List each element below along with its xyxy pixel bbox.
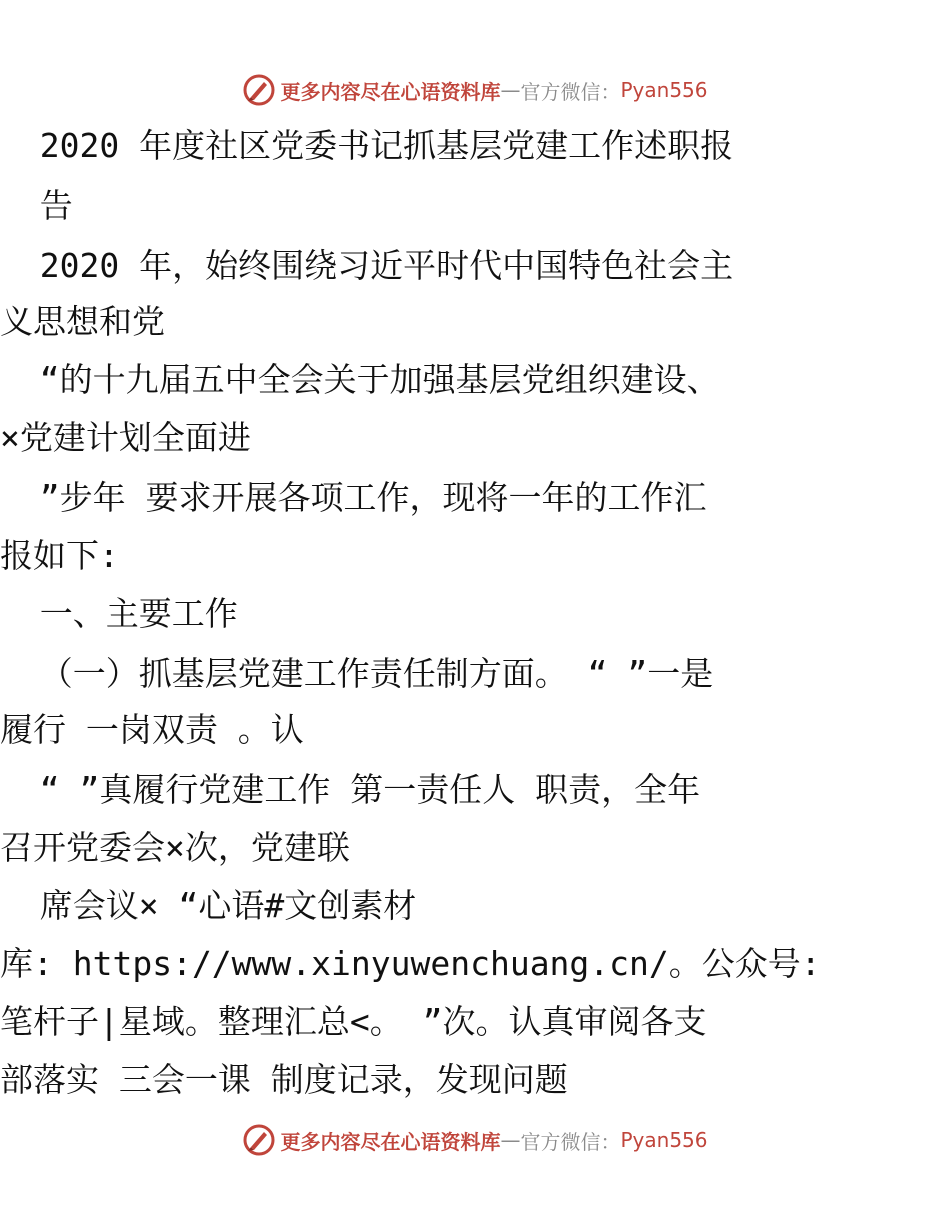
brand-logo-icon	[242, 1123, 276, 1157]
watermark-dash: —	[500, 78, 521, 102]
doc-line: ×党建计划全面进	[0, 418, 251, 457]
doc-line: 告	[0, 186, 73, 225]
doc-line: （一）抓基层党建工作责任制方面。 “ ”一是	[0, 654, 714, 693]
watermark-main-text: 更多内容尽在心语资料库	[280, 79, 501, 104]
doc-line: 报如下:	[0, 536, 119, 575]
doc-line: 库: https://www.xinyuwenchuang.cn/。公众号:	[0, 944, 821, 983]
watermark-label: 官方微信：	[520, 1129, 621, 1154]
watermark-wechat-id: Pyan556	[620, 78, 708, 102]
doc-line: “ ”真履行党建工作 第一责任人 职责，全年	[0, 770, 701, 809]
doc-line: 2020 年，始终围绕习近平时代中国特色社会主	[0, 246, 734, 285]
watermark-banner-bottom	[0, 1118, 950, 1162]
doc-line: 召开党委会×次，党建联	[0, 828, 350, 867]
doc-line: “的十九届五中全会关于加强基层党组织建设、	[0, 360, 720, 399]
doc-line: 一、主要工作	[0, 594, 238, 633]
watermark-wechat-id: Pyan556	[620, 1128, 708, 1152]
doc-line: ”步年 要求开展各项工作，现将一年的工作汇	[0, 478, 707, 517]
doc-line: 2020 年度社区党委书记抓基层党建工作述职报	[0, 126, 734, 165]
watermark-dash: —	[500, 1128, 521, 1152]
doc-line: 席会议× “心语#文创素材	[0, 886, 417, 925]
doc-line: 部落实 三会一课 制度记录，发现问题	[0, 1060, 568, 1099]
doc-line: 笔杆子|星域。整理汇总<。 ”次。认真审阅各支	[0, 1002, 707, 1041]
watermark-label: 官方微信：	[520, 79, 621, 104]
watermark-main-text: 更多内容尽在心语资料库	[280, 1129, 501, 1154]
doc-line: 履行 一岗双责 。认	[0, 710, 304, 749]
doc-line: 义思想和党	[0, 302, 165, 341]
